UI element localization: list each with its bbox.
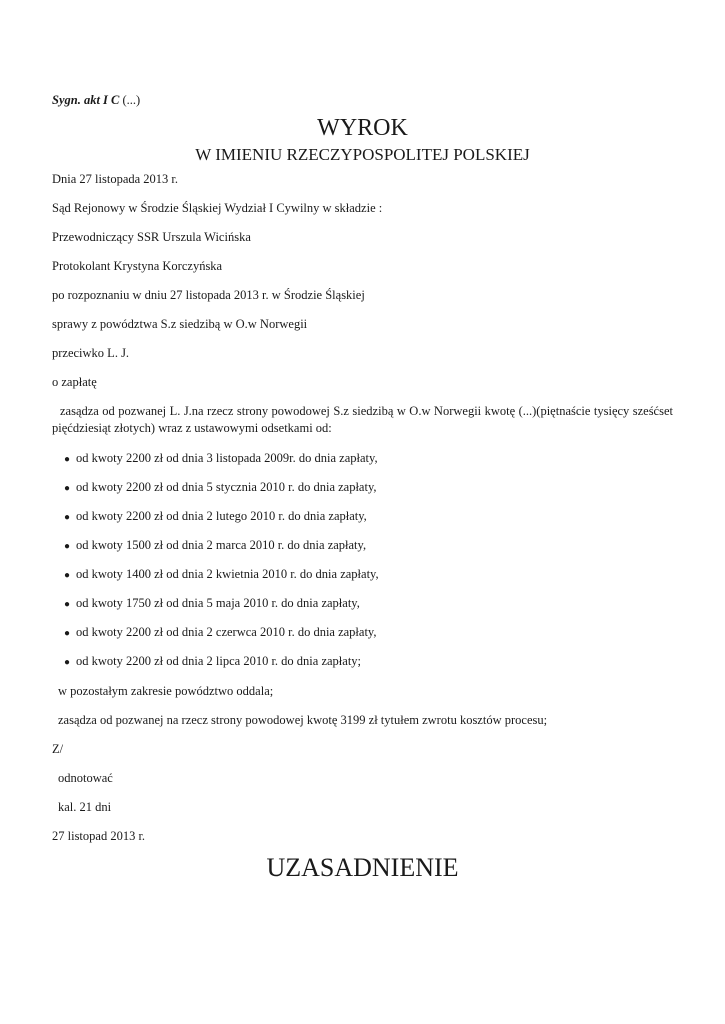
interest-item <box>64 538 366 554</box>
interest-item-text: od kwoty 2200 zł od dnia 2 lutego 2010 r. do dnia zapłaty, <box>76 509 367 523</box>
bullet-icon: ● <box>64 599 71 610</box>
interest-item-text: od kwoty 1400 zł od dnia 2 kwietnia 2010 r. do dnia zapłaty, <box>76 567 379 581</box>
bullet-icon: ● <box>64 541 71 552</box>
interest-item-text: od kwoty 2200 zł od dnia 5 stycznia 2010 r. do dnia zapłaty, <box>76 480 377 494</box>
court-clerk: Protokolant Krystyna Korczyńska <box>52 259 223 273</box>
plaintiff-line: sprawy z powództwa S.z siedzibą w O.w Norwegii <box>52 317 308 331</box>
interest-item-text: od kwoty 2200 zł od dnia 3 listopada 2009r. do dnia zapłaty, <box>76 451 378 465</box>
hearing-info: po rozpoznaniu w dniu 27 listopada 2013 r. w Środzie Śląskiej <box>52 288 365 302</box>
interest-item-text: od kwoty 2200 zł od dnia 2 czerwca 2010 r. do dnia zapłaty, <box>76 625 377 639</box>
interest-item <box>64 625 377 641</box>
judgment-title: WYROK <box>317 115 408 141</box>
closing-date: 27 listopad 2013 r. <box>52 829 146 843</box>
case-reference-label: Sygn. akt I C <box>52 93 120 107</box>
subject-line: o zapłatę <box>52 375 97 389</box>
judgment-subtitle: W IMIENIU RZECZYPOSPOLITEJ POLSKIEJ <box>195 145 530 164</box>
bullet-icon: ● <box>64 628 71 639</box>
interest-item-text: od kwoty 2200 zł od dnia 2 lipca 2010 r. do dnia zapłaty; <box>76 654 362 668</box>
z-mark: Z/ <box>52 742 64 756</box>
interest-item <box>64 596 360 612</box>
interest-item <box>64 451 378 467</box>
bullet-icon: ● <box>64 483 71 494</box>
interest-item <box>64 480 377 496</box>
costs-line: zasądza od pozwanej na rzecz strony powodowej kwotę 3199 zł tytułem zwrotu kosztów procesu; <box>58 713 548 727</box>
interest-item <box>64 654 361 670</box>
ruling-paragraph: zasądza od pozwanej L. J.na rzecz strony powodowej S.z siedzibą w O.w Norwegii kwotę (...)(piętnaście tysięcy sześćset pięćdziesiąt złotych) wraz z ustawowymi odsetkami od: <box>52 404 673 435</box>
bullet-icon: ● <box>64 512 71 523</box>
interest-item <box>64 567 379 583</box>
bullet-icon: ● <box>64 570 71 581</box>
judgment-date: Dnia 27 listopada 2013 r. <box>52 172 179 186</box>
interest-item <box>64 509 367 525</box>
case-reference <box>52 93 140 108</box>
court-composition: Sąd Rejonowy w Środzie Śląskiej Wydział I Cywilny w składzie : <box>52 201 383 215</box>
interest-item-text: od kwoty 1750 zł od dnia 5 maja 2010 r. do dnia zapłaty, <box>76 596 360 610</box>
calendar-line: kal. 21 dni <box>58 800 112 814</box>
defendant-line: przeciwko L. J. <box>52 346 130 360</box>
case-reference-number: (...) <box>119 93 141 107</box>
bullet-icon: ● <box>64 657 71 668</box>
reasons-title: UZASADNIENIE <box>266 853 459 882</box>
interest-item-text: od kwoty 1500 zł od dnia 2 marca 2010 r. do dnia zapłaty, <box>76 538 367 552</box>
bullet-icon: ● <box>64 454 71 465</box>
dismissal-line: w pozostałym zakresie powództwo oddala; <box>58 684 274 698</box>
presiding-judge: Przewodniczący SSR Urszula Wicińska <box>52 230 251 244</box>
note-line: odnotować <box>58 771 113 785</box>
